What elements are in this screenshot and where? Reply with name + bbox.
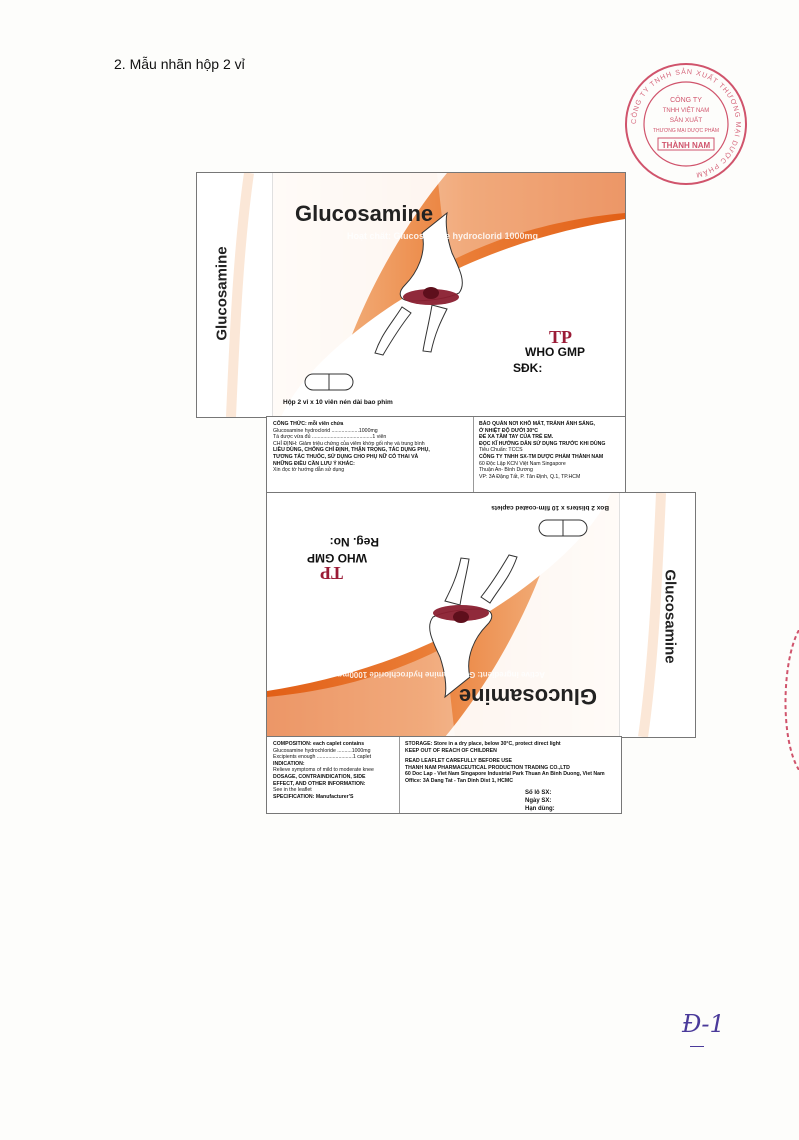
handwritten-signature: Đ-1 bbox=[682, 1010, 725, 1038]
info-vn-right-line: Thuận An- Bình Dương bbox=[479, 467, 533, 474]
signature-underline bbox=[690, 1046, 704, 1047]
info-vn-right-line: Ở NHIỆT ĐỘ DƯỚI 30°C bbox=[479, 427, 539, 434]
svg-text:THÀNH NAM: THÀNH NAM bbox=[661, 141, 711, 150]
label-back bbox=[266, 492, 696, 738]
info-vn-right-line: ĐỂ XA TẦM TAY CỦA TRẺ EM. bbox=[479, 434, 554, 441]
info-en-right-line: KEEP OUT OF REACH OF CHILDREN bbox=[405, 747, 497, 754]
info-panel-en bbox=[266, 736, 622, 814]
info-en-right-line: Office: 3A Dang Tat - Tan Dinh Dist 1, HCMC bbox=[405, 777, 513, 784]
info-vn-right-line: Tiêu Chuẩn: TCCS bbox=[479, 447, 523, 454]
info-vn-right-line: BẢO QUẢN NƠI KHÔ MÁT, TRÁNH ÁNH SÁNG, bbox=[479, 421, 595, 427]
back-active-ingredient: Active ingredient: Glucosamine hydrochloride 1000mg bbox=[337, 670, 545, 679]
back-who-gmp: WHO GMP bbox=[307, 551, 367, 565]
info-vn-left-line: Xin đọc tờ hướng dẫn sử dụng bbox=[273, 467, 345, 474]
info-vn-right-line: CÔNG TY TNHH SX-TM DƯỢC PHẨM THÀNH NAM bbox=[479, 453, 604, 460]
svg-text:THƯƠNG MẠI DƯỢC PHẨM: THƯƠNG MẠI DƯỢC PHẨM bbox=[652, 128, 720, 134]
info-en-left-line: EFFECT, AND OTHER INFORMATION: bbox=[273, 780, 366, 787]
info-vn-right-line: ĐỌC KĨ HƯỚNG DẪN SỬ DỤNG TRƯỚC KHI DÙNG bbox=[479, 440, 606, 447]
info-vn-left-line: NHỮNG ĐIỀU CẦN LƯU Ý KHÁC: bbox=[273, 460, 355, 467]
info-en-right-line: 60 Doc Lap - Viet Nam Singapore Industrial Park Thuan An Binh Duong, Viet Nam bbox=[405, 771, 605, 778]
info-vn-right bbox=[479, 421, 605, 480]
svg-text:TP: TP bbox=[319, 563, 343, 583]
front-title: Glucosamine bbox=[295, 201, 434, 226]
info-vn-left-line: Glucosamine hydroclorid ...................1000mg bbox=[273, 427, 378, 434]
svg-text:CÔNG TY TNHH SẢN XUẤT THƯƠNG M: CÔNG TY TNHH SẢN XUẤT THƯƠNG MẠI DƯỢC PHẨM bbox=[630, 68, 742, 179]
back-title: Glucosamine bbox=[458, 684, 597, 709]
info-en-right-line: THANH NAM PHARMACEUTICAL PRODUCTION TRADING CO.,LTD bbox=[405, 764, 570, 771]
edge-seal-fragment bbox=[776, 630, 799, 770]
svg-text:TP: TP bbox=[549, 327, 573, 347]
info-vn-left-line: TƯƠNG TÁC THUỐC, SỬ DỤNG CHO PHỤ NỮ CÓ THAI VÀ bbox=[273, 453, 419, 460]
back-reg-no: Reg. No: bbox=[329, 535, 379, 549]
info-en-left bbox=[273, 741, 374, 800]
front-who-gmp: WHO GMP bbox=[525, 345, 585, 359]
info-vn-left-line: CHỈ ĐỊNH: Giảm triệu chứng của viêm khớp gối nhẹ và trung bình bbox=[273, 440, 425, 447]
manufacture-date-label: Ngày SX: bbox=[525, 798, 552, 804]
info-vn-right-line: VP: 3A Đặng Tất, P. Tân Định, Q.1, TP.HCM bbox=[479, 473, 581, 480]
info-vn-left-line: CÔNG THỨC: mỗi viên chứa bbox=[273, 421, 344, 427]
front-pack: Hộp 2 vỉ x 10 viên nén dài bao phim bbox=[283, 399, 393, 406]
info-en-right-line: READ LEAFLET CAREFULLY BEFORE USE bbox=[405, 758, 512, 765]
lot-number-label: Số lô SX: bbox=[525, 790, 552, 796]
label-back-inner bbox=[267, 493, 695, 737]
page-heading: 2. Mẫu nhãn hộp 2 vỉ bbox=[114, 56, 245, 72]
info-en-left-line: DOSAGE, CONTRAINDICATION, SIDE bbox=[273, 773, 366, 780]
back-side-text: Glucosamine bbox=[661, 569, 679, 664]
info-vn-left-line: LIỀU DÙNG, CHỐNG CHỈ ĐỊNH, THẬN TRỌNG, TÁC DỤNG PHỤ, bbox=[273, 447, 430, 454]
info-panel-vn bbox=[266, 416, 626, 494]
info-vn-left-line: Tá dược vừa đủ ..........................................1 viên bbox=[273, 434, 387, 441]
info-vn-right-line: 60 Độc Lập KCN Việt Nam Singapore bbox=[479, 460, 566, 467]
info-en-left-line: COMPOSITION: each caplet contains bbox=[273, 741, 365, 747]
back-pack: Box 2 blisters x 10 film-coated caplets bbox=[491, 504, 609, 511]
info-en-left-line: Excipients enough .........................1 caplet bbox=[273, 754, 372, 761]
svg-text:SẢN XUẤT: SẢN XUẤT bbox=[669, 117, 703, 124]
info-en-left-line: SPECIFICATION: Manufacturer'S bbox=[273, 793, 354, 800]
front-sdk: SĐK: bbox=[513, 361, 543, 375]
info-en-right-line: STORAGE: Store in a dry place, below 30°C, protect direct light bbox=[405, 741, 561, 747]
lot-info bbox=[525, 789, 555, 813]
svg-text:TNHH VIỆT NAM: TNHH VIỆT NAM bbox=[662, 108, 710, 114]
label-front bbox=[196, 172, 626, 418]
info-en-right bbox=[405, 741, 605, 785]
front-side-text: Glucosamine bbox=[213, 246, 231, 341]
front-active-ingredient: Hoạt chất: Glucosamine hydroclorid 1000mg bbox=[347, 231, 539, 241]
info-vn-left bbox=[273, 421, 430, 474]
info-en-left-line: Relieve symptoms of mild to moderate knee bbox=[273, 767, 374, 774]
info-en-left-line: INDICATION: bbox=[273, 760, 305, 767]
info-en-left-line: See in the leaflet bbox=[273, 787, 312, 794]
company-seal bbox=[622, 60, 750, 188]
svg-text:CÔNG TY: CÔNG TY bbox=[670, 97, 702, 104]
info-en-left-line: Glucosamine hydrochloride ..........1000mg bbox=[273, 747, 371, 754]
expiry-date-label: Hạn dùng: bbox=[525, 806, 555, 812]
